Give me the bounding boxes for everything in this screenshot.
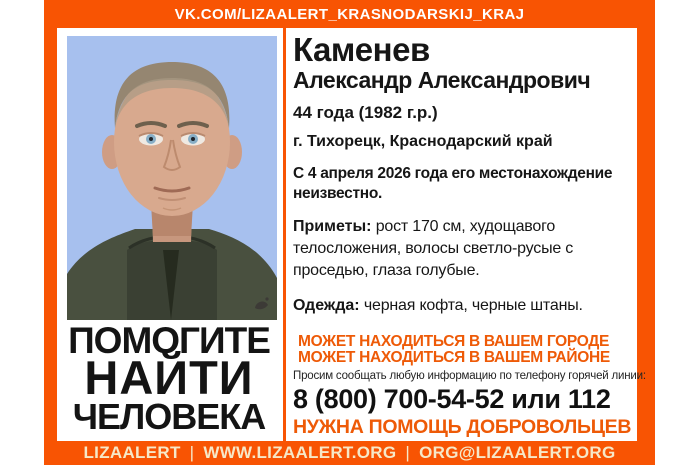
footer-bar <box>44 441 655 465</box>
signs-label: Приметы: <box>293 218 372 235</box>
vk-link-bar <box>44 0 655 28</box>
vk-url-link[interactable]: VK.COM/LIZAALERT_KRASNODARSKIJ_KRAJ <box>174 5 525 23</box>
help-find-slogan <box>51 320 287 437</box>
person-location: г. Тихорецк, Краснодарский край <box>293 133 553 150</box>
footer-separator: | <box>189 443 195 462</box>
portrait-icon <box>67 36 277 320</box>
clothes-label: Одежда: <box>293 297 360 314</box>
brand-name: LIZAALERT <box>83 443 181 462</box>
slogan-line-1: ПОМОГИТЕ <box>68 320 270 361</box>
person-age: 44 года (1982 г.р.) <box>293 103 438 122</box>
volunteers-needed-text: НУЖНА ПОМОЩЬ ДОБРОВОЛЬЦЕВ <box>293 416 632 438</box>
slogan-line-2: НАЙТИ <box>84 351 254 404</box>
website-link[interactable]: WWW.LIZAALERT.ORG <box>203 443 397 462</box>
clothes-text: черная кофта, черные штаны. <box>359 297 583 314</box>
email-link[interactable]: ORG@LIZAALERT.ORG <box>419 443 616 462</box>
footer-separator: | <box>405 443 411 462</box>
hotline-phone-number: 8 (800) 700-54-52 или 112 <box>293 384 611 414</box>
poster-content <box>57 28 646 441</box>
appeal-block <box>293 333 646 439</box>
appeal-district-line: МОЖЕТ НАХОДИТЬСЯ В ВАШЕМ РАЙОНЕ <box>298 348 610 366</box>
missing-since-text: С 4 апреля 2026 года его местонахождение неизвестно. <box>293 165 613 202</box>
photo-column <box>57 28 283 441</box>
hotline-note: Просим сообщать любую информацию по телефону горячей линии: <box>293 370 646 382</box>
person-signs <box>293 216 631 282</box>
person-first-middle-name: Александр Александрович <box>293 67 591 93</box>
person-last-name: Каменев <box>293 31 430 68</box>
signs-text: рост 170 см, худощавого телосложения, волосы светло-русые с проседью, глаза голубые. <box>293 218 574 279</box>
person-photo <box>67 36 277 320</box>
missing-person-poster <box>44 0 655 465</box>
person-clothes <box>293 297 631 315</box>
appeal-city-line: МОЖЕТ НАХОДИТЬСЯ В ВАШЕМ ГОРОДЕ <box>298 333 610 350</box>
info-column <box>286 28 646 441</box>
slogan-line-3: ЧЕЛОВЕКА <box>72 396 266 437</box>
